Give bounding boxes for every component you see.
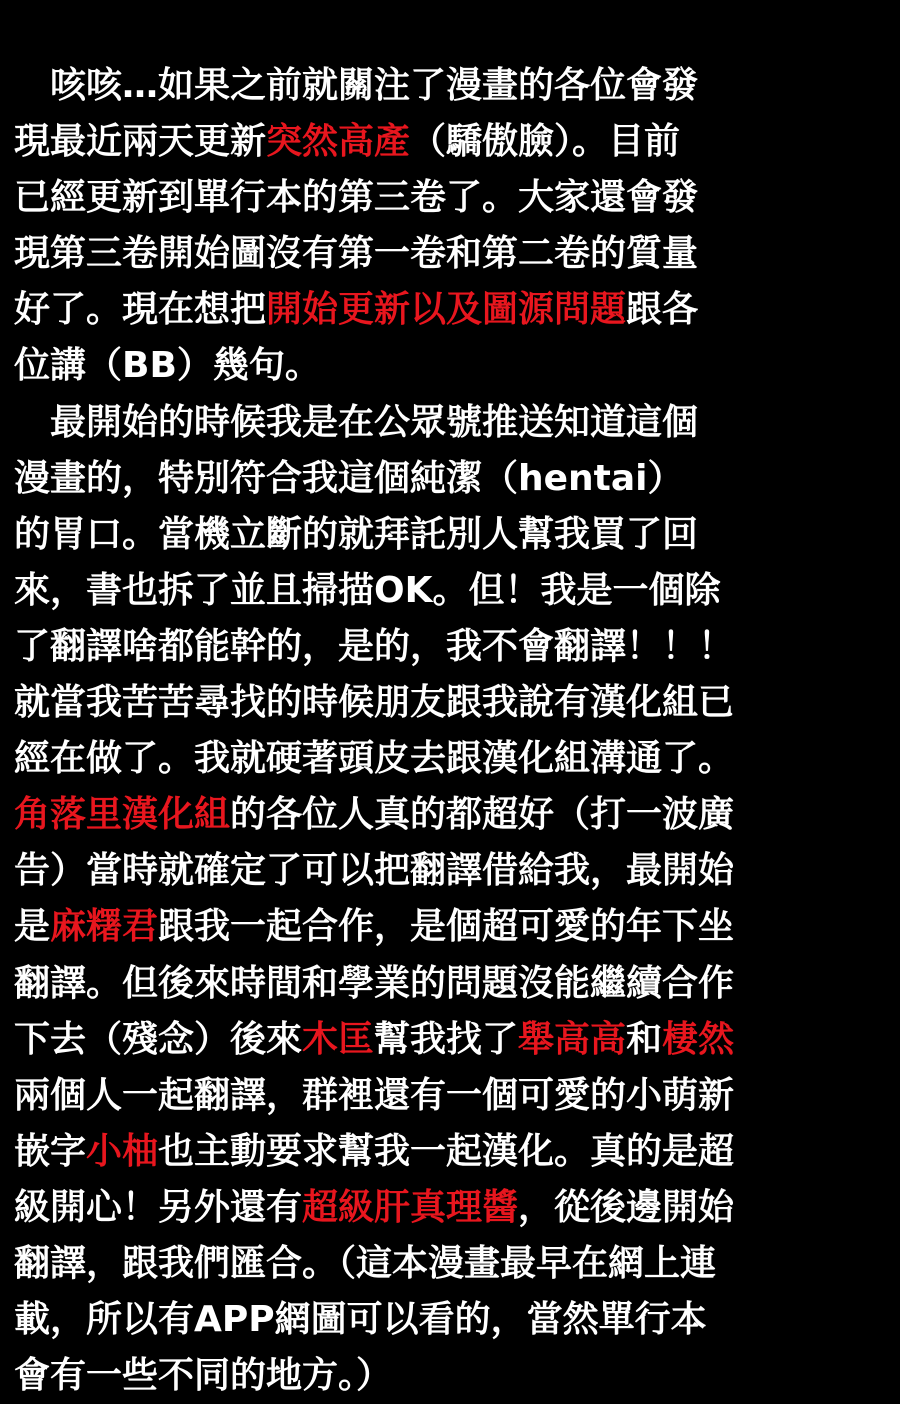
text-line — [14, 1292, 886, 1348]
text-segment: 告）當時就確定了可以把翻譯借給我，最開始 — [14, 850, 735, 892]
text-segment: 級開心！另外還有 — [14, 1186, 303, 1228]
text-segment: 來，書也拆了並且掃描OK。但！我是一個除 — [14, 569, 721, 611]
text-segment: 最開始的時候我是在公眾號推送知道這個 — [14, 401, 699, 443]
text-line — [14, 226, 886, 282]
text-line — [14, 619, 886, 675]
text-segment: 經在做了。我就硬著頭皮去跟漢化組溝通了。 — [14, 738, 735, 780]
text-segment: 了翻譯啥都能幹的，是的，我不會翻譯！！！ — [14, 625, 735, 667]
text-segment: ，從後邊開始 — [518, 1186, 735, 1228]
translator-note-text — [14, 58, 886, 1404]
text-segment: 跟各 — [626, 289, 699, 331]
text-line — [14, 843, 886, 899]
highlighted-text: 麻糬君 — [50, 906, 159, 948]
text-segment: （驕傲臉）。目前 — [410, 121, 681, 163]
text-line — [14, 58, 886, 114]
text-segment: 載，所以有APP網圖可以看的，當然單行本 — [14, 1299, 707, 1341]
text-line — [14, 1124, 886, 1180]
text-segment: 就當我苦苦尋找的時候朋友跟我說有漢化組已 — [14, 682, 735, 724]
text-segment: 好了。現在想把 — [14, 289, 267, 331]
text-line — [14, 395, 886, 451]
highlighted-text: 突然高產 — [266, 121, 411, 163]
text-line — [14, 114, 886, 170]
text-line — [14, 787, 886, 843]
text-segment: 會有一些不同的地方。） — [14, 1355, 393, 1397]
text-segment: 現最近兩天更新 — [14, 121, 267, 163]
text-line — [14, 675, 886, 731]
text-segment: 幫我找了 — [374, 1018, 519, 1060]
text-segment: 漫畫的，特別符合我這個純潔（hentai） — [14, 457, 684, 499]
highlighted-text: 棲然 — [662, 1018, 735, 1060]
highlighted-text: 角落里漢化組 — [14, 794, 231, 836]
text-segment: 翻譯，跟我們匯合。（這本漫畫最早在網上連 — [14, 1242, 717, 1284]
text-line — [14, 1348, 886, 1404]
highlighted-text: 超級肝真理醬 — [302, 1186, 519, 1228]
highlighted-text: 小柚 — [86, 1130, 159, 1172]
text-segment: 兩個人一起翻譯，群裡還有一個可愛的小萌新 — [14, 1074, 735, 1116]
text-line — [14, 1180, 886, 1236]
text-segment: 也主動要求幫我一起漢化。真的是超 — [158, 1130, 735, 1172]
text-segment: 翻譯。但後來時間和學業的問題沒能繼續合作 — [14, 962, 735, 1004]
text-line — [14, 956, 886, 1012]
highlighted-text: 木匡 — [302, 1018, 375, 1060]
highlighted-text: 舉高高 — [518, 1018, 627, 1060]
text-line — [14, 731, 886, 787]
text-segment: 的各位人真的都超好（打一波廣 — [230, 794, 735, 836]
text-line — [14, 1236, 886, 1292]
text-segment: 的胃口。當機立斷的就拜託別人幫我買了回 — [14, 513, 699, 555]
text-line — [14, 170, 886, 226]
text-segment: 和 — [626, 1018, 663, 1060]
text-line — [14, 563, 886, 619]
text-segment: 下去（殘念）後來 — [14, 1018, 303, 1060]
text-line — [14, 1068, 886, 1124]
text-segment: 現第三卷開始圖沒有第一卷和第二卷的質量 — [14, 233, 699, 275]
text-line — [14, 899, 886, 955]
text-segment: 位講（BB）幾句。 — [14, 345, 321, 387]
text-segment: 嵌字 — [14, 1130, 87, 1172]
text-segment: 已經更新到單行本的第三卷了。大家還會發 — [14, 177, 699, 219]
highlighted-text: 開始更新以及圖源問題 — [266, 289, 627, 331]
text-line — [14, 451, 886, 507]
text-line — [14, 1012, 886, 1068]
text-line — [14, 338, 886, 394]
text-segment: 咳咳…如果之前就關注了漫畫的各位會發 — [14, 65, 699, 106]
text-line — [14, 282, 886, 338]
text-line — [14, 507, 886, 563]
text-segment: 是 — [14, 906, 51, 948]
text-segment: 跟我一起合作，是個超可愛的年下坐 — [158, 906, 735, 948]
